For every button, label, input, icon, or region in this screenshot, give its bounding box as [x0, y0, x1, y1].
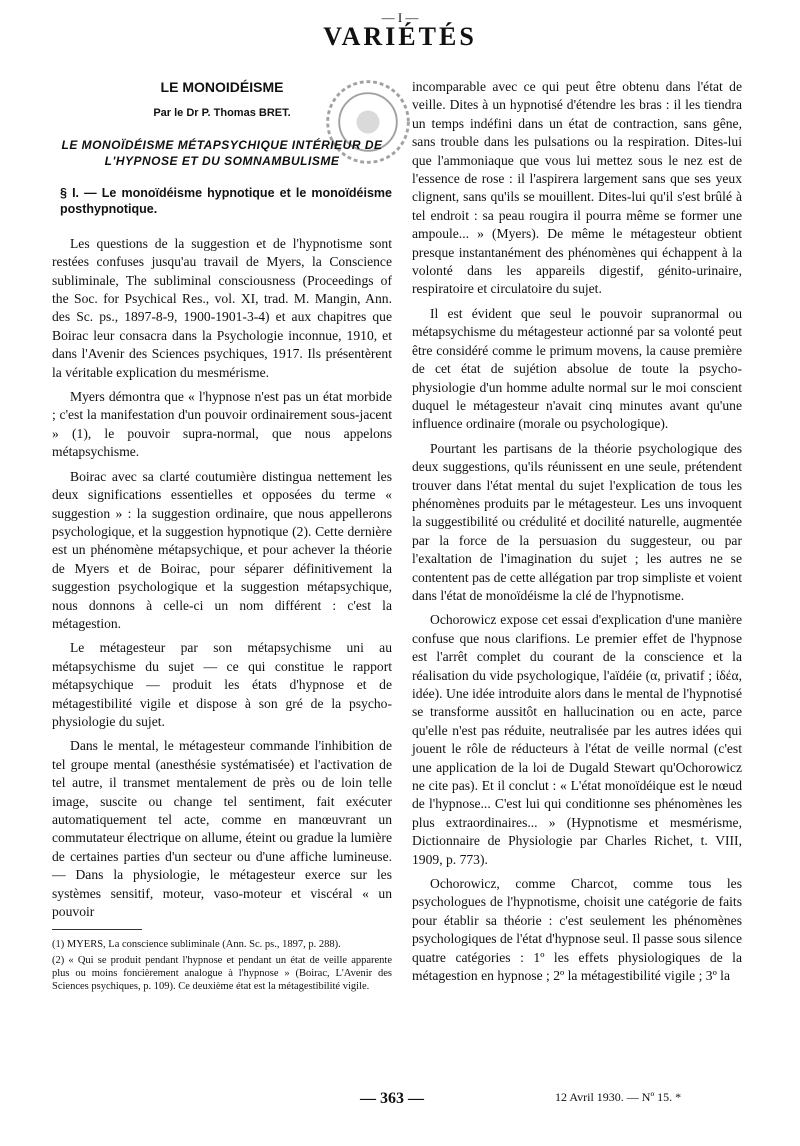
issue-date: 12 Avril 1930. — Nº 15. *: [555, 1090, 682, 1104]
section-title: § I. — Le monoïdéisme hypnotique et le monoïdéisme posthypnotique.: [60, 185, 392, 216]
paragraph: Myers démontra que « l'hypnose n'est pas un état morbide ; c'est la manifestation d'un pouvoir ordinairement sous-jacent » (1), le pouvoir supra-normal, que nous appelons métapsychisme.: [52, 389, 392, 460]
left-column: [52, 78, 392, 996]
footnote: (1) MYERS, La conscience subliminale (Ann. Sc. ps., 1897, p. 288).: [52, 939, 341, 951]
footnote-divider: [52, 929, 142, 930]
article-title: LE MONOIDÉISME: [160, 79, 284, 95]
footnote: (2) « Qui se produit pendant l'hypnose et pendant un état de veille apparente plus ou moins foncièrement analogue à l'hypnose » (Boirac, L'Avenir des Sciences psychiques, p. 109). Ce deuxième état est la métagestibilité vigile.: [52, 955, 392, 993]
paragraph: Le métagesteur par son métapsychisme uni au métapsychisme du sujet — ce qui constitue le rapport métapsychique — produit les états d'hypnose et de métagestibilité vigile et dispose à son gré de la psycho-physiologie du sujet.: [52, 640, 392, 729]
section-header: VARIÉTÉS: [323, 22, 477, 51]
paragraph: Il est évident que seul le pouvoir supranormal ou métapsychisme du métagesteur actionné par sa volonté peut être considéré comme le primum movens, la cause première de cet état de sujétion absolue de toute la psycho-physiologie d'un homme adulte normal sur le moi conscient duquel le métagesteur n'avait cinq minutes avant qu'une influence ordinaire (morale ou psychologique).: [412, 305, 742, 432]
paragraph: Boirac avec sa clarté coutumière distingua nettement les deux significations essentielles et opposées du terme « suggestion » : la suggestion ordinaire, que nous appellerons psychologique, et la suggestion hypnotique (2). Cette dernière est un phénomène métapsychique, et pour achever la théorie de Myers et de Boirac, pour séparer définitivement la suggestion psychologique et la suggestion métapsychique, nous donnons à celle-ci un nom différent : c'est la métagestion.: [52, 468, 392, 631]
subtitle-line-2: L'HYPNOSE ET DU SOMNAMBULISME: [104, 153, 340, 168]
page-marker: — I —: [381, 10, 419, 25]
paragraph: incomparable avec ce qui peut être obtenu dans l'état de veille. Dites à un hypnotisé d'étendre les bras : il les tiendra un temps indéfini dans un état de contraction, sans gêne, sans trouble dans les pulsations ou la respiration. Dites-lui que l'ammoniaque que vous lui mettez sous le nez est de l'essence de rose : il l'aspirera largement sans que ses yeux clignent, sans qu'ils se mouillent. Dites-lui qu'il s'est brûlé à tel endroit : sa peau rougira il pourra même se former une ampoule... » (Myers). De même le métagesteur obtient presque instantanément des phénomènes qui échappent à la volonté dans les appareils digestif, génito-urinaire, respiratoire et circulatoire du sujet.: [412, 79, 742, 297]
subtitle-line-1: LE MONOÏDÉISME MÉTAPSYCHIQUE INTÉRIEUR DE: [61, 137, 383, 152]
right-column: [412, 78, 742, 992]
paragraph: Dans le mental, le métagesteur commande l'inhibition de tel groupe mental (anesthésie systématisée) et l'activation de tel autre, il transmet mentalement de près ou de loin telle image, suscite ou change tel sentiment, fait exécuter automatiquement tel acte, comme en manœuvrant un commutateur électrique on allume, éteint ou gradue la lumière de certaines parties d'un secteur ou d'une affiche lumineuse. — Dans la physiologie, le métagesteur exerce sur les systèmes sensitif, moteur, vaso-moteur et viscéral « un pouvoir: [52, 738, 392, 920]
paragraph: Ochorowicz expose cet essai d'explication d'une manière confuse que nous clarifions. Le premier effet de l'hypnose est l'arrêt complet du courant de la conscience et la réalisation du vide psychologique, l'aïdéie (α, privatif ; ἰδέα, idée). Une idée introduite alors dans le mental de l'hypnotisé se transforme aussitôt en hallucination ou en acte, parce qu'elle n'est pas réduite, neutralisée par les autres idées qui jouent le rôle de réducteurs à l'état de veille normal (c'est une application de la loi de Dugald Stewart qu'Ochorowicz ne cite pas). Et il conclut : « L'état monoïdéique est le nœud de l'hypnose... C'est lui qui conditionne ses phénomènes les plus extraordinaires... » (Hypnotisme et mesmérisme, Dictionnaire de Physiologie par Charles Richet, t. VIII, 1909, p. 773).: [412, 612, 742, 867]
paragraph: Ochorowicz, comme Charcot, comme tous les psychologues de l'hypnotisme, choisit une catégorie de faits pour établir sa théorie : c'est seulement les phénomènes psychologiques de l'état d'hypnose seul. Il passe sous silence quatre catégories : 1º les effets physiologiques de la métagestion en hypnose ; 2º la métagestibilité vigile ; 3º la: [412, 876, 742, 984]
byline: Par le Dr P. Thomas BRET.: [153, 107, 291, 120]
paragraph: Pourtant les partisans de la théorie psychologique des deux suggestions, qu'ils réunissent en une seule, prétendent trouver dans l'état mental du sujet l'explication de tous les phénomènes produits par le métagesteur. Les uns invoquent la suggestibilité ou crédulité et docilité naturelle, augmentée par la force de la persuasion du suggesteur, ou par l'exaltation de l'imagination du sujet ; les autres ne se contentent pas de cette allégation par trop simpliste et voient dans l'état de monoïdéisme la clé de l'hypnotisme.: [412, 440, 742, 603]
page-number: — 363 —: [360, 1090, 424, 1107]
article-subtitle: [52, 137, 392, 169]
paragraph: Les questions de la suggestion et de l'hypnotisme sont restées confuses jusqu'au travail de Myers, la Conscience subliminale, The subliminal consciousness (Proceedings of the Soc. for Psychical Res., vol. XI, trad. M. Mangin, Ann. des Sc. ps., 1897-8-9, 1900-1901-3-4) et aux chapitres que Boirac leur consacra dans la Psychologie inconnue, 1910, et dans l'Avenir des Sciences psychiques, 1917. Ils présentèrent la véritable explication du mesmérisme.: [52, 235, 392, 380]
